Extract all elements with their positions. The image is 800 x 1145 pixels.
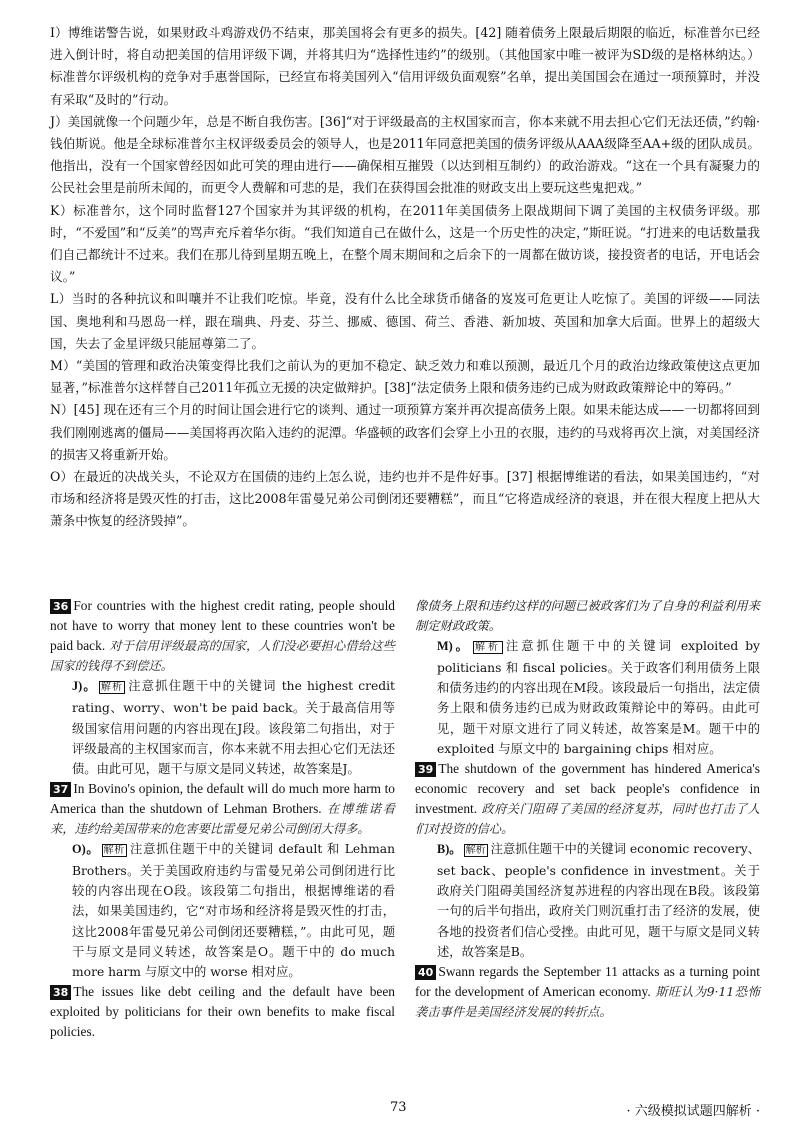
- question-text: In Bovino's opinion, the default will do much more harm to America than the shutdown of Lehman Brothers.: [50, 780, 395, 816]
- analysis-tag: 解析: [100, 682, 124, 694]
- question-text: The shutdown of the government has hindered America's economic recovery and set back people's confidence in investment.: [415, 760, 760, 816]
- paragraph-l: L）当时的各种抗议和叫嚷并不让我们吃惊。毕竟，没有什么比全球货币储备的岌岌可危更让人吃惊了。美国的评级——同法国、奥地利和马恩岛一样，跟在瑞典、丹麦、芬兰、挪威、德国、荷兰、香港、新加坡、英国和加拿大后面。世界上的超级大国，失去了金星评级只能屈尊第二了。: [50, 291, 760, 351]
- paragraph-j: J）美国就像一个问题少年，总是不断自我伤害。[36]“对于评级最高的主权国家而言，你本来就不用去担心它们无法还债，”约翰·钱伯斯说。他是全球标准普尔主权评级委员会的领导人，也是2011年同意把美国的债务评级从AAA级降至AA+级的团队成员。他指出，没有一个国家曾经因如此可笑的理由进行——确保相互摧毁（以达到相互制约）的政治游戏。“这在一个具有凝聚力的公民社会里是前所未闻的，而更令人费解和可悲的是，我们在获得国会批准的财政支出上要玩这些鬼把戏。”: [50, 113, 760, 196]
- question-36: [50, 596, 395, 676]
- paragraph-k: K）标准普尔，这个同时监督127个国家并为其评级的机构，在2011年美国债务上限战期间下调了美国的主权债务评级。那时，“不爱国”和“反美”的骂声充斥着华尔街。“我们知道自己在做什么，这是一个历史性的决定，”斯旺说。“打进来的电话数量我们自己都统计不过来。我们在那儿待到星期五晚上，在整个周末期间和之后余下的一周都在做访谈，接投资者的电话，开电话会议。”: [50, 202, 760, 285]
- answer-explanation: 注意抓住题干中的关键词 the highest credit rating、worry、won't be paid back。关于最高信用等级国家信用问题的内容出现在J段。该段第二句指出，对于评级最高的主权国家而言，你本来就不用去担心它们无法还债。由此可见，题干与原文是同义转述，故答案是J。: [72, 679, 396, 776]
- question-translation: 斯旺认为9·11恐怖袭击事件是美国经济发展的转折点。: [415, 984, 760, 1019]
- answer-37: [72, 839, 395, 982]
- answer-explanation: 注意抓住题干中的关键词 default 和 Lehman Brothers。关于美国政府违约与雷曼兄弟公司倒闭进行比较的内容出现在O段。该段第二句指出，根据博维诺的看法，如果美国违约，它“对市场和经济将是毁灭性的打击，这比2008年雷曼兄弟公司倒闭还要糟糕，”。由此可见，题干与原文是同义转述，故答案是O。题干中的 do much more harm 与原文中的 worse 相对应。: [72, 842, 395, 979]
- paragraph-m: M）“美国的管理和政治决策变得比我们之前认为的更加不稳定、缺乏效力和难以预测，最近几个月的政治边缘政策使这点更加显著，”标准普尔这样替自己2011年孤立无援的决定做辩护。[38]“法定债务上限和债务违约已成为财政政策辩论中的筹码。”: [50, 358, 760, 396]
- paragraph-n: N）[45] 现在还有三个月的时间让国会进行它的谈判、通过一项预算方案并再次提高债务上限。如果未能达成——一切都将回到我们刚刚逃离的僵局——美国将再次陷入违约的泥潭。华盛顿的政客们会穿上小丑的衣服，违约的马戏将再次上演，对美国经济的损害又将重新开始。: [50, 402, 760, 462]
- question-39: [415, 759, 760, 839]
- footer-title: · 六级模拟试题四解析 ·: [626, 1104, 760, 1119]
- answer-explanation: 注意抓住题干中的关键词 exploited by politicians 和 fiscal policies。关于政客们利用债务上限和债务违约的内容出现在M段。该段最后一句指出，法定债务上限和债务违约已成为财政政策辩论中的筹码。由此可见，题干对原文进行了同义转述，故答案是M。题干中的 exploited 与原文中的 bargaining chips 相对应。: [437, 639, 761, 756]
- answer-explanation: 注意抓住题干中的关键词 economic recovery、set back、people's confidence in investment。关于政府关门阻碍美国经济复苏进程的内容出现在B段。该段第一句的后半句指出，政府关门则沉重打击了经济的发展，使各地的投资者们信心受挫。由此可见，题干与原文是同义转述，故答案是B。: [437, 842, 760, 959]
- analysis-tag: 解析: [103, 845, 126, 857]
- analysis-tag: 解析: [474, 642, 501, 654]
- paragraph-o: O）在最近的决战关头，不论双方在国债的违约上怎么说，违约也并不是件好事。[37] 根据博维诺的看法，如果美国违约，“对市场和经济将是毁灭性的打击，这比2008年雷曼兄弟公司倒闭还要糟糕”，而且“它将造成经济的衰退，并在很大程度上把从大萧条中恢复的经济毁掉”。: [50, 469, 760, 529]
- question-text: For countries with the highest credit rating, people should not have to worry that money lent to these countries won't be paid back.: [50, 598, 395, 654]
- answer-39: [437, 839, 760, 962]
- question-translation: 在博维诺看来，违约给美国带来的危害要比雷曼兄弟公司倒闭大得多。: [50, 801, 395, 837]
- question-translation: 政府关门阻碍了美国的经济复苏，同时也打击了人们对投资的信心。: [415, 801, 760, 837]
- question-number: 40: [415, 965, 436, 980]
- answer-letter: M)。: [437, 639, 471, 654]
- question-number: 37: [50, 782, 71, 797]
- page-footer: [0, 1100, 800, 1130]
- analysis-tag: 解析: [465, 845, 486, 857]
- paragraph-i: I）博维诺警告说，如果财政斗鸡游戏仍不结束，那美国将会有更多的损失。[42] 随着债务上限最后期限的临近，标准普尔已经进入倒计时，将自动把美国的信用评级下调，并将其归为“选择性违约”的级别。（其他国家中唯一被评为SD级的是格林纳达。）标准普尔评级机构的竞争对手惠誉国际，已经宣布将美国列入“信用评级负面观察”名单，提出美国国会在通过一项预算时，并没有采取“及时的”行动。: [50, 25, 760, 107]
- answer-38: [437, 636, 760, 759]
- question-number: 38: [50, 985, 71, 1000]
- question-translation: 像债务上限和违约这样的问题已被政客们为了自身的利益利用来制定财政政策。: [415, 599, 760, 634]
- question-number: 36: [50, 599, 71, 614]
- answer-36: [72, 676, 395, 778]
- answer-letter: B)。: [437, 842, 462, 857]
- passage-section: [50, 22, 760, 533]
- page-number: 73: [390, 1100, 407, 1115]
- left-column: [50, 596, 395, 1042]
- question-text: Swann regards the September 11 attacks as a turning point for the development of American economy.: [415, 963, 760, 999]
- answer-letter: O)。: [72, 842, 100, 857]
- question-translation: 对于信用评级最高的国家，人们没必要担心借给这些国家的钱得不到偿还。: [50, 639, 395, 674]
- question-37: [50, 779, 395, 839]
- answer-section: [50, 596, 760, 1096]
- question-text: The issues like debt ceiling and the default have been exploited by politicians for their own benefits to make fiscal policies.: [50, 983, 395, 1039]
- question-38: [50, 982, 395, 1042]
- question-38-translation-block: [415, 596, 760, 636]
- question-number: 39: [415, 762, 436, 777]
- right-column: [415, 596, 760, 1022]
- answer-letter: J)。: [72, 679, 97, 694]
- question-40: [415, 962, 760, 1022]
